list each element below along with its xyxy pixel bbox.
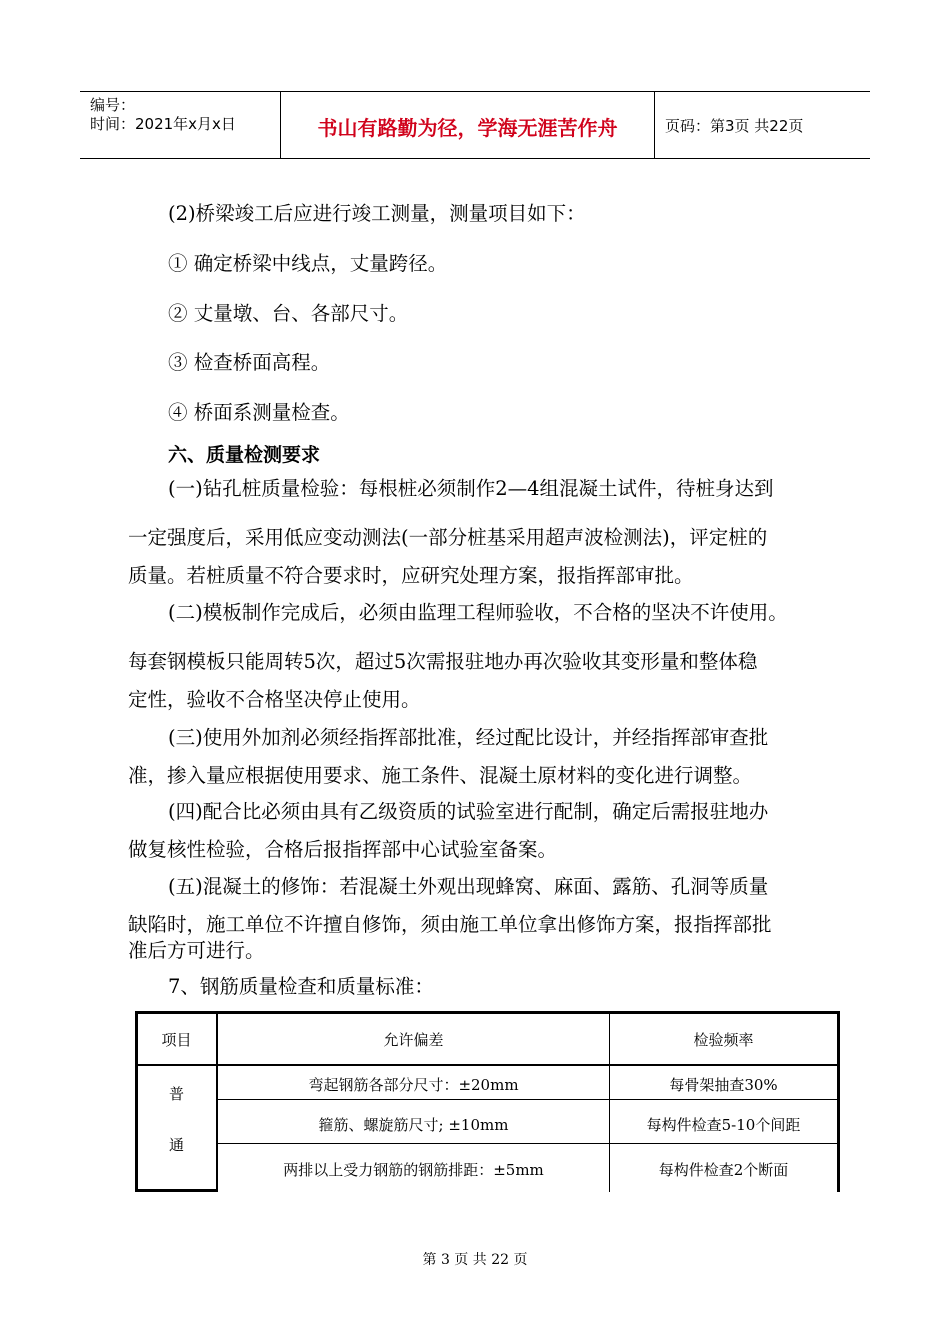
paragraph-q5-line3: 准后方可进行。: [128, 939, 265, 962]
header-page-number: 页码：第3页 共22页: [665, 117, 804, 135]
list-item-1: ① 确定桥梁中线点，丈量跨径。: [168, 252, 448, 275]
paragraph-q1-line2: 一定强度后，采用低应变动测法(一部分桩基采用超声波检测法)，评定桩的: [128, 526, 768, 549]
document-time: 时间：2021年x月x日: [90, 115, 236, 133]
table-cell-tolerance: 弯起钢筋各部分尺寸：±20mm: [308, 1076, 519, 1094]
paragraph-q2-line2: 每套钢模板只能周转5次，超过5次需报驻地办再次验收其变形量和整体稳: [128, 650, 758, 673]
paragraph-q5-line2: 缺陷时，施工单位不许擅自修饰，须由施工单位拿出修饰方案，报指挥部批: [128, 913, 772, 936]
rebar-quality-table: [135, 1011, 840, 1192]
header-info-cell: [80, 92, 281, 158]
paragraph-q4-line2: 做复核性检验，合格后报指挥部中心试验室备案。: [128, 838, 558, 861]
table-border-right: [837, 1011, 840, 1192]
section-heading-7: 7、钢筋质量检查和质量标准：: [168, 975, 434, 998]
page-header: [80, 91, 870, 159]
table-cell-tolerance: 箍筋、螺旋筋尺寸; ±10mm: [318, 1116, 509, 1134]
document-number: 编号：: [90, 96, 136, 114]
table-header-item: 项目: [161, 1031, 192, 1049]
table-border-bottom-left: [135, 1189, 218, 1192]
list-item-2: ② 丈量墩、台、各部尺寸。: [168, 302, 409, 325]
paragraph-completion-survey: (2)桥梁竣工后应进行竣工测量，测量项目如下：: [168, 202, 586, 225]
list-item-4: ④ 桥面系测量检查。: [168, 401, 350, 424]
table-row-divider: [218, 1099, 840, 1100]
section-heading-6: 六、质量检测要求: [168, 444, 321, 466]
paragraph-q1-line3: 质量。若桩质量不符合要求时，应研究处理方案，报指挥部审批。: [128, 564, 694, 587]
table-row-divider: [218, 1143, 840, 1144]
table-category-char: 通: [168, 1136, 184, 1154]
header-motto: 书山有路勤为径，学海无涯苦作舟: [317, 116, 618, 140]
list-item-3: ③ 检查桥面高程。: [168, 351, 331, 374]
table-header-tolerance: 允许偏差: [383, 1031, 444, 1049]
paragraph-q1-line1: (一)钻孔桩质量检验：每根桩必须制作2—4组混凝土试件，待桩身达到: [168, 477, 774, 500]
table-cell-frequency: 每骨架抽查30%: [669, 1076, 778, 1094]
page-footer: 第 3 页 共 22 页: [422, 1252, 528, 1268]
table-header-frequency: 检验频率: [693, 1031, 754, 1049]
paragraph-q4-line1: (四)配合比必须由具有乙级资质的试验室进行配制，确定后需报驻地办: [168, 800, 769, 823]
header-motto-cell: [281, 92, 655, 158]
header-page-cell: [655, 92, 870, 158]
table-cell-frequency: 每构件检查5-10个间距: [646, 1116, 801, 1134]
paragraph-q2-line3: 定性，验收不合格坚决停止使用。: [128, 688, 421, 711]
table-cell-tolerance: 两排以上受力钢筋的钢筋排距：±5mm: [283, 1161, 544, 1179]
table-cell-frequency: 每构件检查2个断面: [658, 1161, 789, 1179]
table-category-char: 普: [168, 1085, 184, 1103]
table-border-top: [135, 1011, 840, 1014]
paragraph-q3-line1: (三)使用外加剂必须经指挥部批准，经过配比设计，并经指挥部审查批: [168, 726, 769, 749]
paragraph-q5-line1: (五)混凝土的修饰：若混凝土外观出现蜂窝、麻面、露筋、孔洞等质量: [168, 875, 769, 898]
paragraph-q3-line2: 准，掺入量应根据使用要求、施工条件、混凝土原材料的变化进行调整。: [128, 764, 753, 787]
paragraph-q2-line1: (二)模板制作完成后，必须由监理工程师验收，不合格的坚决不许使用。: [168, 601, 788, 624]
table-header-divider: [135, 1064, 840, 1066]
